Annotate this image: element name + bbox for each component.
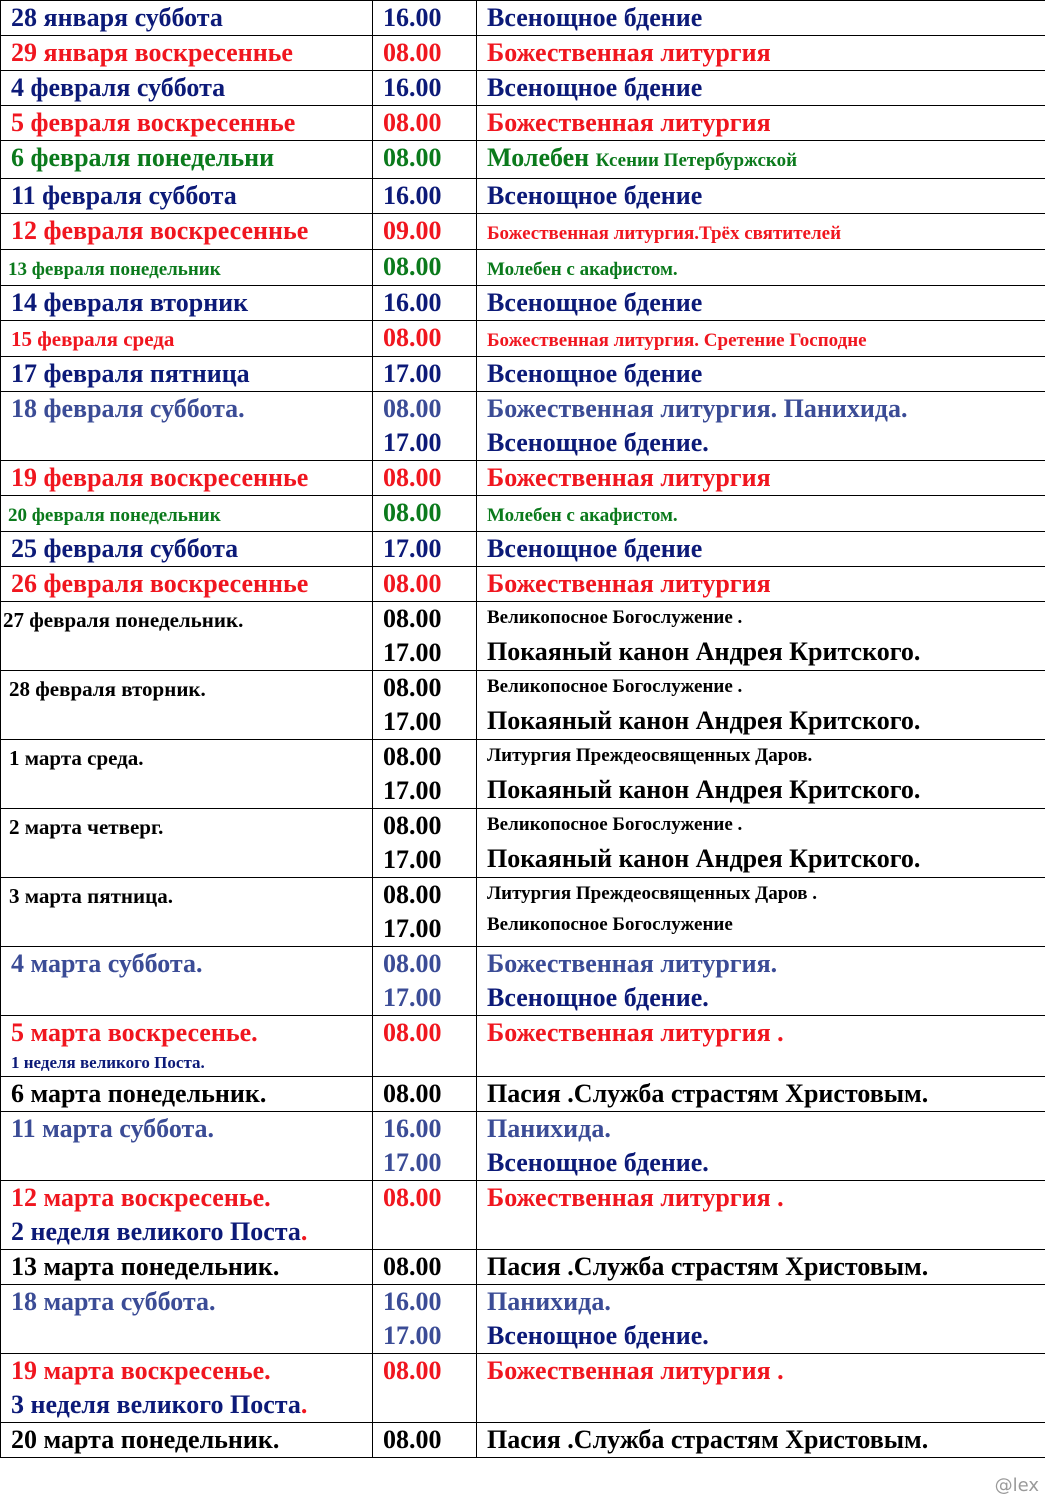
time-cell: 08.00 bbox=[373, 321, 477, 357]
date-cell: 12 марта воскресенье. 2 неделя великого Поста. bbox=[1, 1181, 373, 1250]
time-cell: 08.00 bbox=[373, 461, 477, 496]
service-cell: Молебен с акафистом. bbox=[477, 496, 1045, 532]
service-cell: Божественная литургия bbox=[477, 106, 1045, 141]
table-row bbox=[1, 602, 1045, 671]
time-cell: 08.00 17.00 bbox=[373, 878, 477, 947]
table-row bbox=[1, 1285, 1045, 1354]
date-cell: 1 марта среда. bbox=[1, 740, 373, 809]
table-row bbox=[1, 878, 1045, 947]
time-cell: 08.00 17.00 bbox=[373, 947, 477, 1016]
service-cell: Всенощное бдение bbox=[477, 532, 1045, 567]
date-cell: 5 марта воскресенье. 1 неделя великого Поста. bbox=[1, 1016, 373, 1077]
table-row bbox=[1, 250, 1045, 286]
time-cell: 08.00 bbox=[373, 36, 477, 71]
service-cell: Панихида. Всенощное бдение. bbox=[477, 1112, 1045, 1181]
service-cell: Пасия .Служба страстям Христовым. bbox=[477, 1077, 1045, 1112]
time-cell: 08.00 bbox=[373, 496, 477, 532]
date-cell: 18 марта суббота. bbox=[1, 1285, 373, 1354]
time-cell: 08.00 17.00 bbox=[373, 809, 477, 878]
time-cell: 08.00 bbox=[373, 1250, 477, 1285]
time-cell: 08.00 17.00 bbox=[373, 671, 477, 740]
table-row bbox=[1, 567, 1045, 602]
watermark: @lex bbox=[994, 1475, 1039, 1496]
date-cell: 6 февраля понедельни bbox=[1, 141, 373, 179]
date-cell: 25 февраля суббота bbox=[1, 532, 373, 567]
time-cell: 08.00 17.00 bbox=[373, 392, 477, 461]
service-cell: Всенощное бдение bbox=[477, 357, 1045, 392]
service-cell: Литургия Преждеосвященных Даров . Великопосное Богослужение bbox=[477, 878, 1045, 947]
date-cell: 3 марта пятница. bbox=[1, 878, 373, 947]
date-cell: 13 февраля понедельник bbox=[1, 250, 373, 286]
table-row bbox=[1, 36, 1045, 71]
time-cell: 16.00 bbox=[373, 286, 477, 321]
table-row bbox=[1, 1, 1045, 36]
time-cell: 08.00 bbox=[373, 1354, 477, 1423]
service-cell: Всенощное бдение bbox=[477, 1, 1045, 36]
service-cell: Великопосное Богослужение . Покаяный канон Андрея Критского. bbox=[477, 671, 1045, 740]
table-row bbox=[1, 461, 1045, 496]
service-cell: Пасия .Служба страстям Христовым. bbox=[477, 1250, 1045, 1285]
date-cell: 15 февраля среда bbox=[1, 321, 373, 357]
service-cell: Великопосное Богослужение . Покаяный канон Андрея Критского. bbox=[477, 602, 1045, 671]
time-cell: 08.00 bbox=[373, 1423, 477, 1458]
table-row bbox=[1, 141, 1045, 179]
date-cell: 28 февраля вторник. bbox=[1, 671, 373, 740]
service-cell: Божественная литургия bbox=[477, 567, 1045, 602]
table-row bbox=[1, 179, 1045, 214]
service-cell: Молебен Ксении Петербуржской bbox=[477, 141, 1045, 179]
time-cell: 16.00 17.00 bbox=[373, 1112, 477, 1181]
table-row bbox=[1, 106, 1045, 141]
service-cell: Божественная литургия. Сретение Господне bbox=[477, 321, 1045, 357]
time-cell: 17.00 bbox=[373, 357, 477, 392]
table-row bbox=[1, 947, 1045, 1016]
table-row bbox=[1, 532, 1045, 567]
table-row bbox=[1, 321, 1045, 357]
date-cell: 29 января воскресеннье bbox=[1, 36, 373, 71]
table-row bbox=[1, 1112, 1045, 1181]
service-cell: Всенощное бдение bbox=[477, 179, 1045, 214]
time-cell: 16.00 17.00 bbox=[373, 1285, 477, 1354]
date-cell: 4 февраля суббота bbox=[1, 71, 373, 106]
table-row bbox=[1, 286, 1045, 321]
date-cell: 19 марта воскресенье. 3 неделя великого Поста. bbox=[1, 1354, 373, 1423]
service-cell: Божественная литургия . bbox=[477, 1354, 1045, 1423]
date-cell: 2 марта четверг. bbox=[1, 809, 373, 878]
service-cell: Всенощное бдение bbox=[477, 71, 1045, 106]
table-row bbox=[1, 1354, 1045, 1423]
time-cell: 08.00 17.00 bbox=[373, 602, 477, 671]
service-cell: Великопосное Богослужение . Покаяный канон Андрея Критского. bbox=[477, 809, 1045, 878]
table-row bbox=[1, 71, 1045, 106]
time-cell: 16.00 bbox=[373, 71, 477, 106]
table-row bbox=[1, 357, 1045, 392]
service-cell: Божественная литургия . bbox=[477, 1016, 1045, 1077]
time-cell: 09.00 bbox=[373, 214, 477, 250]
date-cell: 5 февраля воскресеннье bbox=[1, 106, 373, 141]
table-row bbox=[1, 392, 1045, 461]
time-cell: 17.00 bbox=[373, 532, 477, 567]
table-row bbox=[1, 740, 1045, 809]
table-row bbox=[1, 1181, 1045, 1250]
date-cell: 17 февраля пятница bbox=[1, 357, 373, 392]
service-cell: Божественная литургия. Всенощное бдение. bbox=[477, 947, 1045, 1016]
time-cell: 08.00 bbox=[373, 141, 477, 179]
time-cell: 08.00 bbox=[373, 567, 477, 602]
date-cell: 12 февраля воскресеннье bbox=[1, 214, 373, 250]
table-row bbox=[1, 1250, 1045, 1285]
date-cell: 27 февраля понедельник. bbox=[1, 602, 373, 671]
time-cell: 08.00 bbox=[373, 1181, 477, 1250]
time-cell: 16.00 bbox=[373, 1, 477, 36]
time-cell: 08.00 17.00 bbox=[373, 740, 477, 809]
time-cell: 08.00 bbox=[373, 1077, 477, 1112]
service-cell: Божественная литургия bbox=[477, 36, 1045, 71]
date-cell: 28 января суббота bbox=[1, 1, 373, 36]
time-cell: 08.00 bbox=[373, 250, 477, 286]
service-cell: Божественная литургия bbox=[477, 461, 1045, 496]
table-row bbox=[1, 671, 1045, 740]
service-cell: Молебен с акафистом. bbox=[477, 250, 1045, 286]
date-cell: 19 февраля воскресеннье bbox=[1, 461, 373, 496]
table-row bbox=[1, 1016, 1045, 1077]
date-cell: 20 марта понедельник. bbox=[1, 1423, 373, 1458]
time-cell: 08.00 bbox=[373, 106, 477, 141]
service-cell: Панихида. Всенощное бдение. bbox=[477, 1285, 1045, 1354]
table-row bbox=[1, 496, 1045, 532]
date-cell: 26 февраля воскресеннье bbox=[1, 567, 373, 602]
table-row bbox=[1, 214, 1045, 250]
date-cell: 20 февраля понедельник bbox=[1, 496, 373, 532]
service-cell: Литургия Преждеосвященных Даров. Покаяный канон Андрея Критского. bbox=[477, 740, 1045, 809]
date-cell: 6 марта понедельник. bbox=[1, 1077, 373, 1112]
service-cell: Божественная литургия . bbox=[477, 1181, 1045, 1250]
time-cell: 16.00 bbox=[373, 179, 477, 214]
date-cell: 11 марта суббота. bbox=[1, 1112, 373, 1181]
table-row bbox=[1, 1423, 1045, 1458]
date-cell: 4 марта суббота. bbox=[1, 947, 373, 1016]
time-cell: 08.00 bbox=[373, 1016, 477, 1077]
service-cell: Божественная литургия.Трёх святителей bbox=[477, 214, 1045, 250]
service-cell: Всенощное бдение bbox=[477, 286, 1045, 321]
table-row bbox=[1, 809, 1045, 878]
date-cell: 18 февраля суббота. bbox=[1, 392, 373, 461]
service-cell: Пасия .Служба страстям Христовым. bbox=[477, 1423, 1045, 1458]
table-row bbox=[1, 1077, 1045, 1112]
date-cell: 13 марта понедельник. bbox=[1, 1250, 373, 1285]
date-cell: 11 февраля суббота bbox=[1, 179, 373, 214]
service-cell: Божественная литургия. Панихида. Всенощное бдение. bbox=[477, 392, 1045, 461]
date-cell: 14 февраля вторник bbox=[1, 286, 373, 321]
